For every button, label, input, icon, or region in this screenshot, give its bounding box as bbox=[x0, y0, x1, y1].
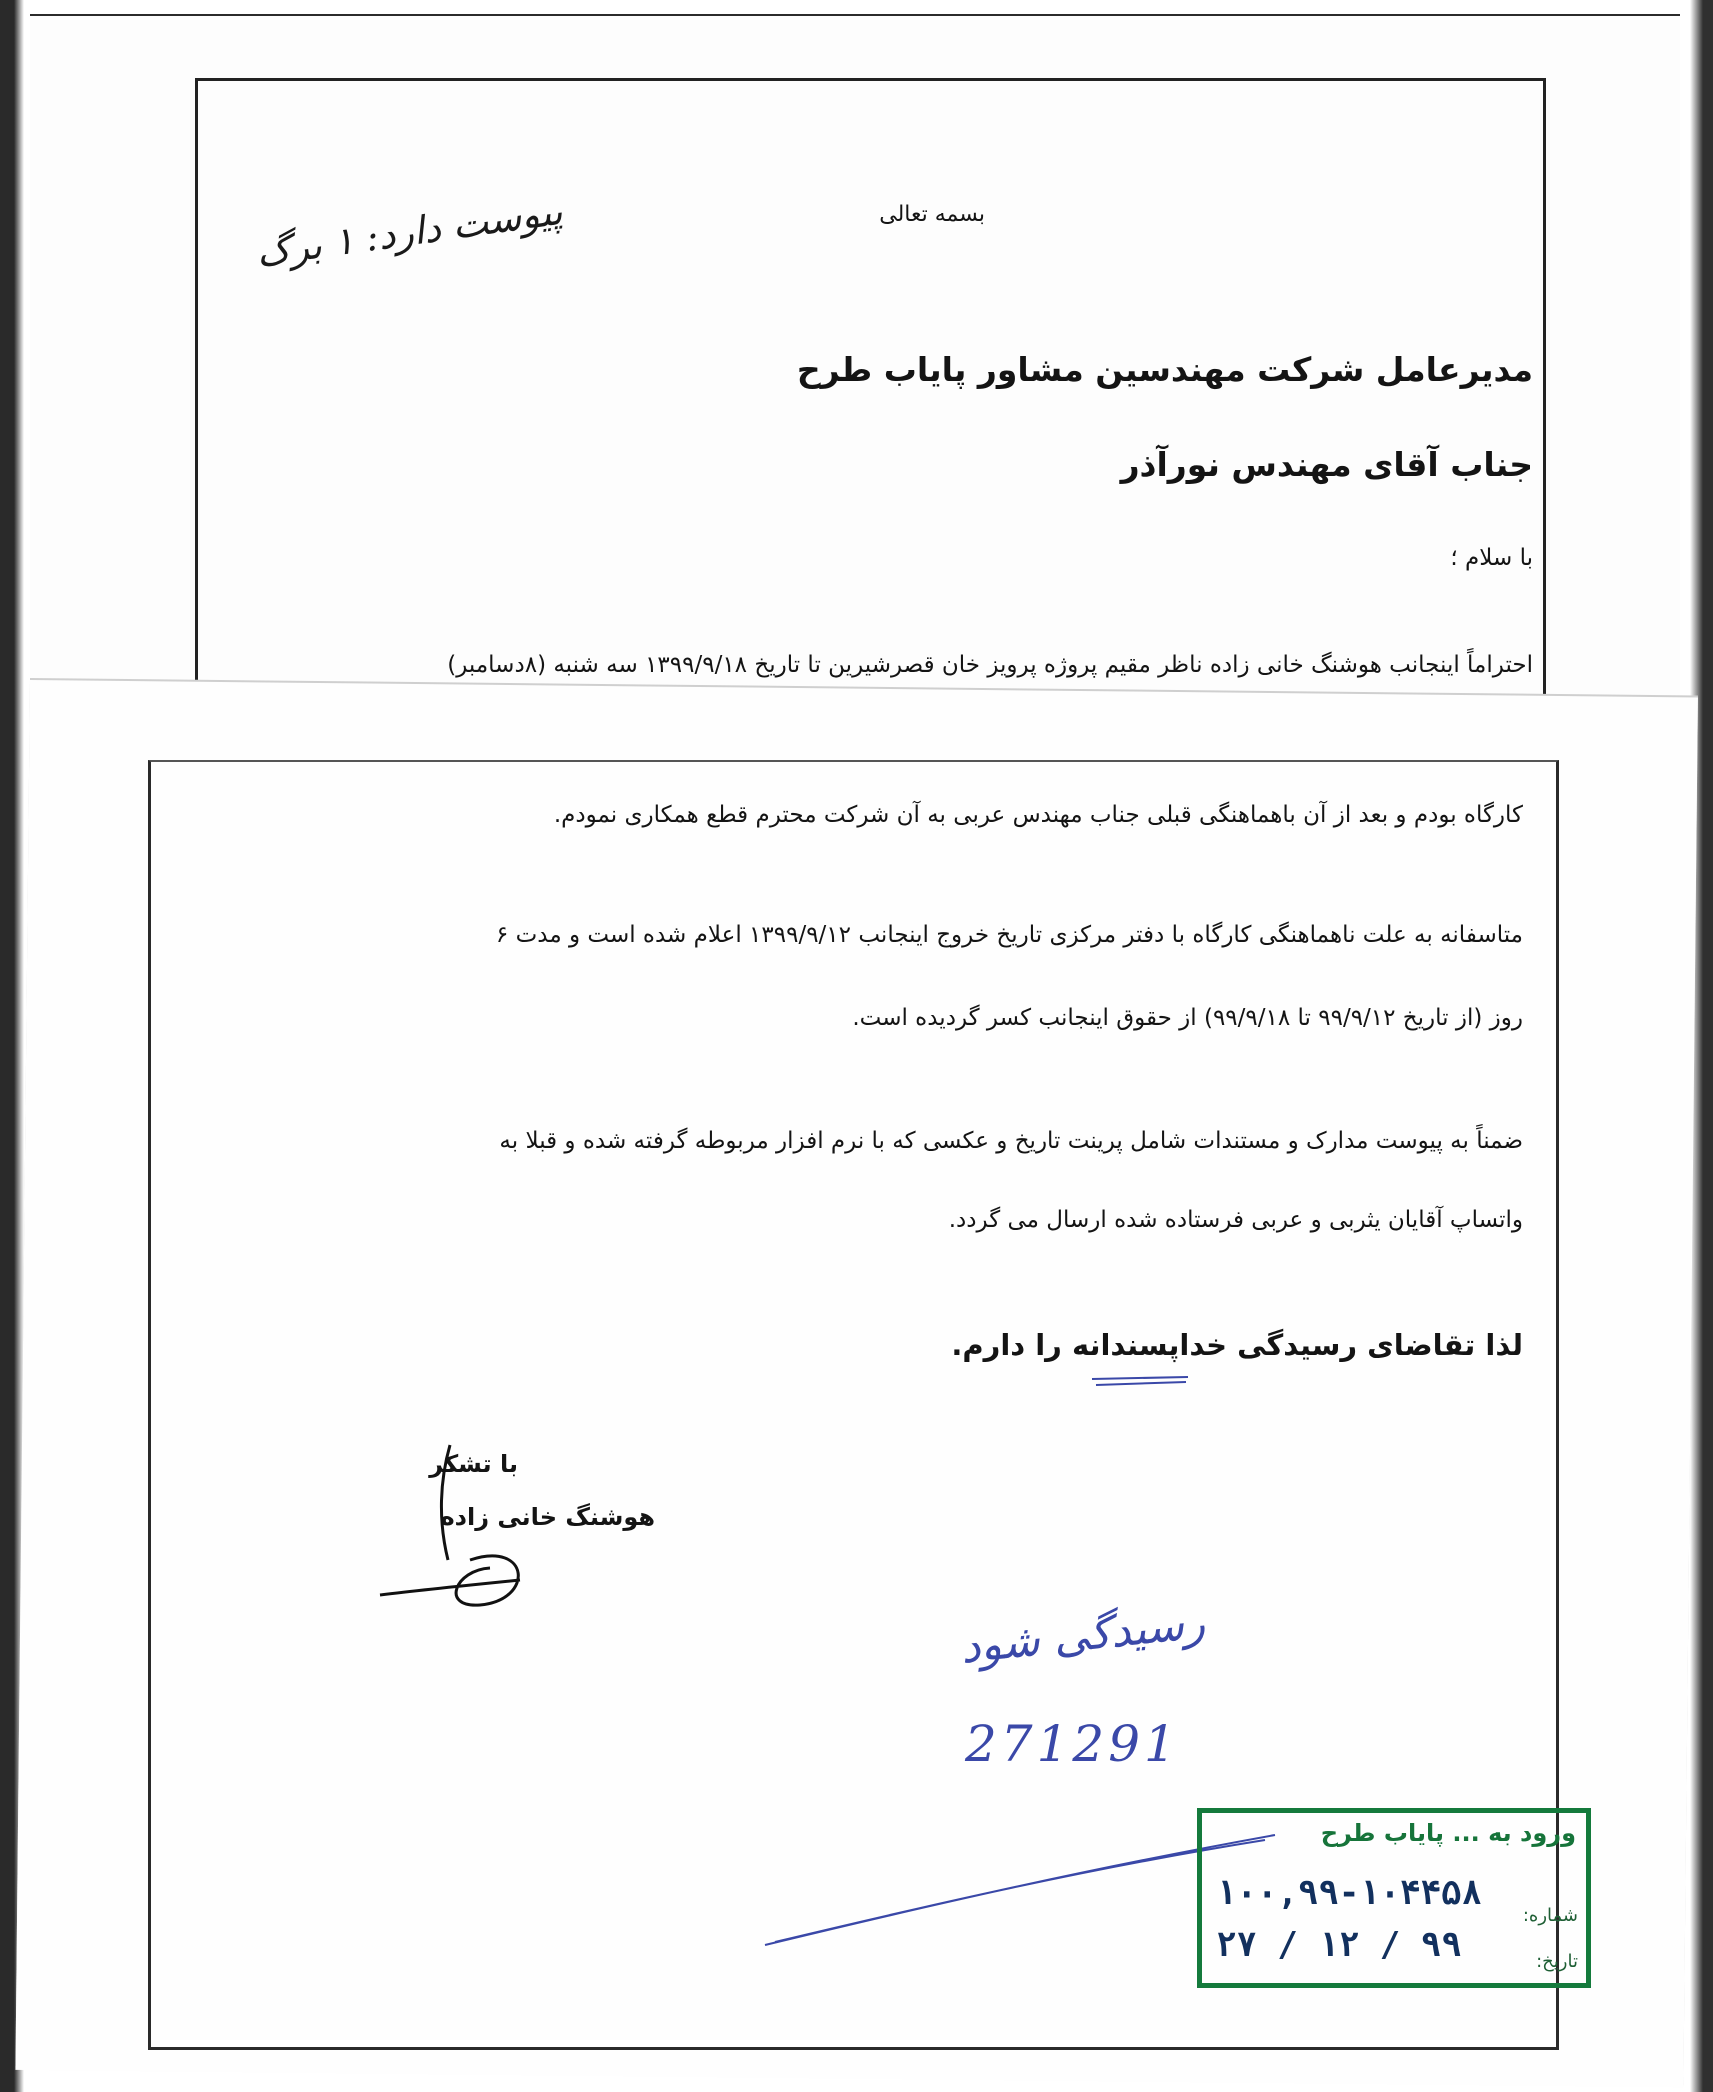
signature-scribble bbox=[320, 1440, 580, 1630]
handwritten-underline bbox=[1090, 1375, 1190, 1387]
recipient-line: مدیرعامل شرکت مهندسین مشاور پایاب طرح bbox=[796, 350, 1533, 389]
stamp-date-value: ۹۹ / ۱۲ / ۲۷ bbox=[1216, 1925, 1462, 1965]
stamp-number-label: شماره: bbox=[1522, 1905, 1578, 1926]
closing-line: با تشکر bbox=[429, 1450, 518, 1478]
stamp-number-value: ۱۰۰,۹۹-۱۰۴۴۵۸ bbox=[1216, 1873, 1483, 1913]
signer-name: هوشنگ خانی زاده bbox=[440, 1503, 655, 1531]
paragraph-2-line-2: روز (از تاریخ ۹۹/۹/۱۲ تا ۹۹/۹/۱۸) از حقوق اینجانب کسر گردیده است. bbox=[852, 1005, 1523, 1031]
bismillah-heading: بسمه تعالی bbox=[879, 202, 985, 227]
stamp-date-label: تاریخ: bbox=[1536, 1951, 1578, 1972]
stamp-title: ورود به ... پایاب طرح bbox=[1320, 1819, 1576, 1847]
handwritten-reference-note: رسیدگی شود bbox=[958, 1597, 1208, 1674]
paragraph-3-line-1: ضمناً به پیوست مدارک و مستندات شامل پرینت تاریخ و عکسی که با نرم افزار مربوطه گرفته شده و قبلا به bbox=[499, 1128, 1523, 1154]
paragraph-1-continued: کارگاه بودم و بعد از آن باهماهنگی قبلی جناب مهندس عربی به آن شرکت محترم قطع همکاری نمودم. bbox=[553, 802, 1523, 828]
honorific-line: جناب آقای مهندس نورآذر bbox=[1120, 445, 1533, 484]
receipt-stamp bbox=[1197, 1808, 1591, 1988]
request-line: لذا تقاضای رسیدگی خداپسندانه را دارم. bbox=[951, 1328, 1523, 1362]
handwritten-attachment-note: پیوست دارد: ۱ برگ bbox=[253, 188, 566, 276]
greeting-line: با سلام ؛ bbox=[1450, 545, 1533, 571]
top-sheet-frame bbox=[195, 78, 1546, 721]
paragraph-3-line-2: واتساپ آقایان یثربی و عربی فرستاده شده ارسال می گردد. bbox=[948, 1207, 1523, 1233]
paragraph-1: احتراماً اینجانب هوشنگ خانی زاده ناظر مقیم پروژه پرویز خان قصرشیرین تا تاریخ ۱۳۹۹/۹/۱۸ سه شنبه (۸دسامبر) bbox=[447, 652, 1533, 678]
handwritten-reference-number: 271291 bbox=[965, 1715, 1180, 1773]
paragraph-2-line-1: متاسفانه به علت ناهماهنگی کارگاه با دفتر مرکزی تاریخ خروج اینجانب ۱۳۹۹/۹/۱۲ اعلام شده است و مدت ۶ bbox=[495, 922, 1523, 948]
